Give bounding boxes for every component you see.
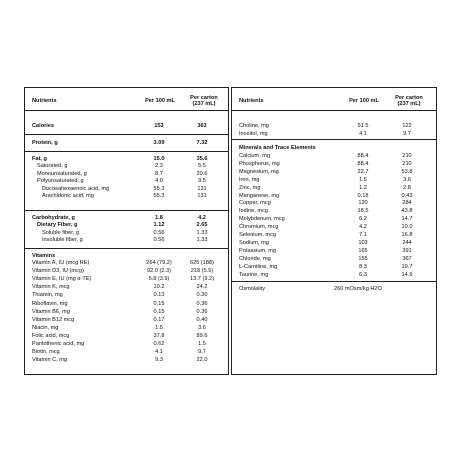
value-per-100ml: 1.2 — [359, 184, 367, 191]
value-per-carton: 35.6 — [196, 156, 208, 162]
nutrient-label: Selenium, mcg — [239, 232, 276, 238]
value-per-100ml: 0.15 — [153, 300, 165, 307]
minerals-title: Minerals and Trace Elements — [239, 145, 316, 151]
value-per-carton: 9.7 — [198, 349, 206, 356]
nutrient-label: Niacin, mg — [32, 324, 59, 331]
nutrient-label: Vitamin A, IU (mcg RE) — [32, 260, 90, 266]
value-per-100ml: 4.0 — [155, 178, 163, 185]
header-carton-size: (237 mL) — [397, 101, 421, 107]
header-nutrients: Nutrients — [32, 98, 57, 104]
value-per-100ml: 15.0 — [153, 156, 165, 162]
header-per-100ml: Per 100 mL — [349, 98, 379, 104]
nutrient-label: Thiamin, mg — [32, 292, 63, 299]
osmolality-value: 260 mOsm/kg H2O — [334, 286, 382, 292]
nutrient-label: Riboflavin, mg — [32, 300, 68, 307]
divider — [25, 134, 228, 135]
value-per-carton: 5.5 — [198, 163, 206, 170]
value-per-100ml: 4.1 — [155, 349, 163, 356]
nutrient-label: Phosphorus, mg — [239, 160, 280, 167]
nutrient-label: Dietary Fiber, g — [37, 222, 78, 229]
value-per-carton: 3.6 — [198, 324, 206, 331]
nutrient-label: Chromium, mcg — [239, 224, 279, 231]
nutrient-label: Protein, g — [32, 140, 58, 146]
value-per-100ml: 1.12 — [153, 222, 165, 229]
nutrient-label: Potassium, mg — [239, 247, 276, 254]
value-per-100ml: 22.7 — [357, 168, 369, 175]
value-per-carton: 1.33 — [196, 229, 208, 236]
nutrition-table-right — [231, 87, 437, 375]
nutrient-label: Magnesium, mg — [239, 168, 279, 175]
value-per-carton: 391 — [402, 247, 412, 254]
value-per-100ml: 9.3 — [155, 357, 163, 364]
value-per-carton: 53.8 — [401, 168, 413, 175]
divider — [25, 248, 228, 249]
value-per-100ml: 18.5 — [357, 208, 369, 215]
value-per-carton: 89.6 — [196, 332, 208, 339]
nutrient-label: Vitamin D3, IU (mcg) — [32, 268, 84, 275]
nutrient-label: Iron, mg — [239, 176, 260, 183]
value-per-100ml: 55.3 — [153, 193, 165, 199]
value-per-100ml: 1.5 — [359, 176, 367, 183]
nutrient-label: Soluble fiber, g — [42, 229, 80, 236]
nutrient-label: Calcium, mg — [239, 153, 271, 159]
value-per-carton: 14.7 — [401, 216, 413, 223]
nutrient-label: Vitamin E, IU (mg α-TE) — [32, 276, 92, 283]
header-nutrients: Nutrients — [239, 98, 264, 104]
value-per-100ml: 88.4 — [357, 160, 369, 167]
value-per-100ml: 0.15 — [153, 308, 165, 315]
value-per-carton: 210 — [402, 153, 412, 159]
value-per-carton: 43.8 — [401, 208, 413, 215]
value-per-carton: 363 — [197, 123, 207, 129]
value-per-carton: 2.65 — [196, 222, 208, 229]
nutrient-label: Molybdenum, mcg — [239, 216, 285, 223]
value-per-100ml: 0.18 — [357, 192, 369, 199]
osmolality-label: Osmolality — [239, 286, 266, 292]
value-per-100ml: 3.09 — [153, 140, 165, 146]
nutrient-label: L-Carnitine, mg — [239, 263, 278, 270]
nutrient-label: Docosahexaenoic acid, mg — [42, 185, 110, 192]
value-per-carton: 218 (5.5) — [190, 268, 214, 275]
value-per-100ml: 37.8 — [153, 332, 165, 339]
nutrient-label: Calories — [32, 123, 55, 129]
value-per-100ml: 165 — [358, 247, 368, 254]
value-per-100ml: 6.3 — [359, 271, 367, 278]
value-per-carton: 13.7 (9.2) — [190, 276, 214, 283]
header-per-100ml: Per 100 mL — [145, 98, 175, 104]
value-per-100ml: 6.2 — [359, 216, 367, 223]
nutrient-label: Monounsaturated, g — [37, 170, 87, 177]
value-per-100ml: 4.2 — [359, 224, 367, 231]
value-per-carton: 10.0 — [401, 224, 413, 231]
value-per-carton: 1.5 — [198, 341, 206, 347]
value-per-carton: 0.36 — [196, 308, 208, 315]
value-per-100ml: 10.2 — [153, 284, 165, 291]
nutrient-label: Zinc, mg — [239, 184, 261, 191]
value-per-carton: 22.0 — [196, 357, 208, 364]
value-per-100ml: 0.17 — [153, 316, 165, 323]
value-per-100ml: 8.3 — [359, 263, 367, 270]
value-per-100ml: 0.62 — [153, 341, 165, 347]
nutrient-label: Inositol, mg — [239, 130, 268, 137]
nutrient-label: Fat, g — [32, 156, 47, 162]
nutrient-label: Pantothenic acid, mg — [32, 341, 85, 347]
value-per-carton: 4.2 — [198, 215, 206, 221]
nutrient-label: Sodium, mg — [239, 239, 269, 246]
value-per-100ml: 153 — [154, 123, 164, 129]
value-per-100ml: 55.3 — [153, 185, 165, 192]
nutrient-label: Copper, mcg — [239, 200, 271, 207]
vitamins-title: Vitamins — [32, 253, 56, 259]
value-per-carton: 16.8 — [401, 232, 413, 238]
value-per-100ml: 7.1 — [359, 232, 367, 238]
value-per-carton: 24.2 — [196, 284, 208, 291]
value-per-carton: 210 — [402, 160, 412, 167]
header-per-carton: Per carton — [395, 95, 423, 101]
value-per-carton: 19.7 — [401, 263, 413, 270]
value-per-carton: 122 — [402, 123, 412, 129]
value-per-100ml: 92.0 (2.3) — [147, 268, 171, 275]
header-carton-size: (237 mL) — [192, 101, 216, 107]
nutrient-label: Iodine, mcg — [239, 208, 268, 215]
nutrient-label: Vitamin C, mg — [32, 357, 68, 364]
value-per-carton: 284 — [402, 200, 412, 207]
value-per-100ml: 0.56 — [153, 237, 165, 244]
nutrient-label: Insoluble fiber, g — [42, 237, 83, 244]
value-per-100ml: 1.5 — [155, 324, 163, 331]
value-per-100ml: 264 (79.2) — [146, 260, 172, 266]
value-per-100ml: 155 — [358, 255, 368, 262]
value-per-carton: 367 — [402, 255, 412, 262]
value-per-carton: 9.5 — [198, 178, 206, 185]
value-per-100ml: 0.56 — [153, 229, 165, 236]
value-per-carton: 7.32 — [196, 140, 208, 146]
value-per-100ml: 88.4 — [357, 153, 369, 159]
nutrient-label: Vitamin K, mcg — [32, 284, 70, 291]
nutrient-label: Taurine, mg — [239, 271, 269, 278]
value-per-100ml: 8.7 — [155, 170, 163, 177]
nutrient-label: Vitamin B6, mg — [32, 308, 70, 315]
value-per-carton: 0.30 — [196, 292, 208, 299]
nutrient-label: Arachidonic acid, mg — [42, 193, 94, 199]
divider — [25, 210, 228, 211]
value-per-100ml: 120 — [358, 200, 368, 207]
value-per-carton: 0.43 — [401, 192, 413, 199]
nutrient-label: Biotin, mcg — [32, 349, 60, 356]
value-per-100ml: 1.8 — [155, 215, 163, 221]
value-per-100ml: 0.13 — [153, 292, 165, 299]
value-per-carton: 9.7 — [403, 130, 411, 137]
value-per-carton: 3.6 — [403, 176, 411, 183]
nutrient-label: Manganese, mg — [239, 192, 280, 199]
nutrient-label: Saturated, g — [37, 163, 68, 170]
nutrient-label: Vitamin B12 mcg — [32, 316, 75, 323]
nutrient-label: Choline, mg — [239, 123, 269, 129]
divider — [25, 151, 228, 152]
nutrient-label: Chloride, mg — [239, 255, 271, 262]
value-per-carton: 20.6 — [196, 170, 208, 177]
nutrient-label: Polyunsaturated, g — [37, 178, 84, 185]
value-per-100ml: 51.5 — [357, 123, 369, 129]
nutrition-table-left — [24, 87, 229, 375]
value-per-carton: 14.9 — [401, 271, 413, 278]
value-per-carton: 0.40 — [196, 316, 208, 323]
value-per-carton: 244 — [402, 239, 412, 246]
value-per-100ml: 103 — [358, 239, 368, 246]
divider — [232, 281, 436, 282]
value-per-carton: 131 — [197, 193, 207, 199]
nutrient-label: Carbohydrate, g — [32, 215, 75, 221]
value-per-carton: 625 (188) — [190, 260, 214, 266]
value-per-carton: 131 — [197, 185, 207, 192]
value-per-carton: 0.36 — [196, 300, 208, 307]
value-per-carton: 1.33 — [196, 237, 208, 244]
value-per-100ml: 4.1 — [359, 130, 367, 137]
value-per-carton: 2.8 — [403, 184, 411, 191]
divider — [232, 139, 436, 140]
header-per-carton: Per carton — [190, 95, 218, 101]
nutrient-label: Folic acid, mcg — [32, 332, 70, 339]
value-per-100ml: 2.3 — [155, 163, 163, 170]
value-per-100ml: 5.8 (3.9) — [148, 276, 170, 283]
